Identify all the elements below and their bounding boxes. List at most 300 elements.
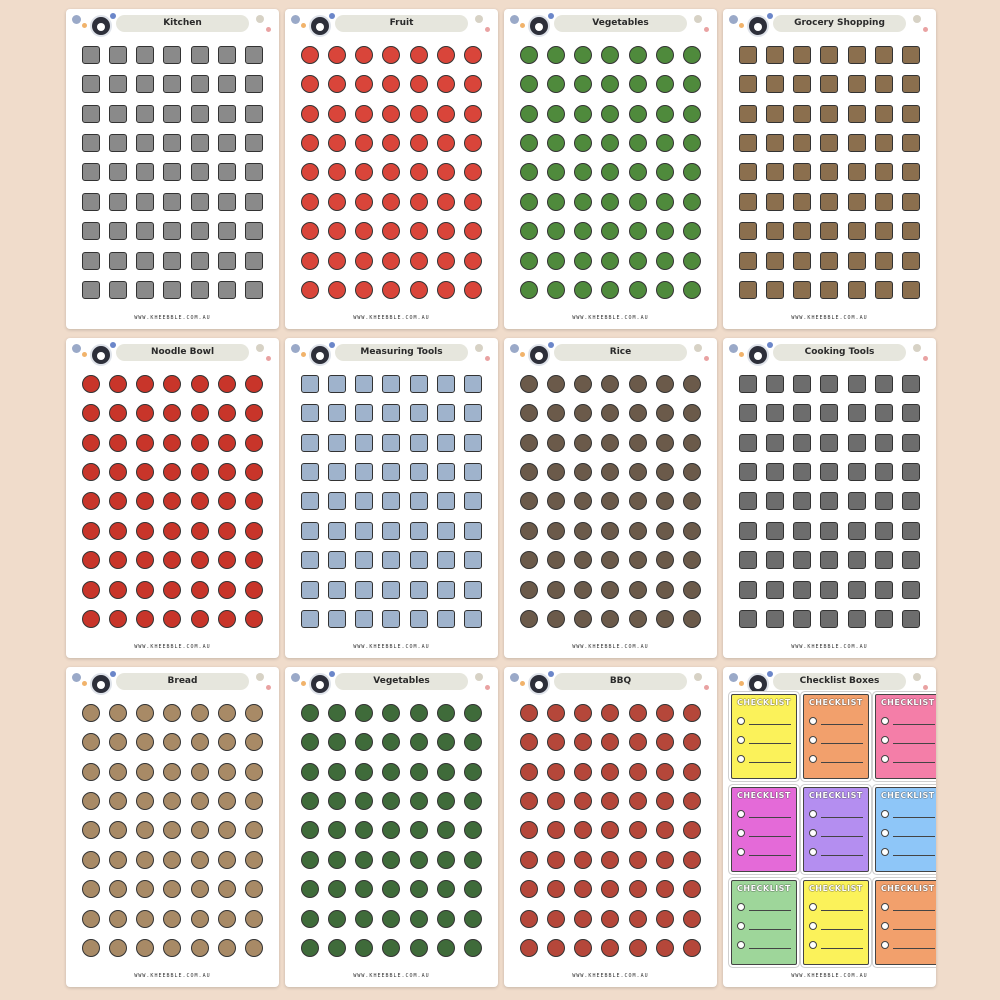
- noodle-bowl-icon: [136, 404, 154, 422]
- vegetable-pile-icon: [410, 733, 428, 751]
- fruit-icon: [382, 105, 400, 123]
- decoration-dot: [694, 344, 702, 352]
- vegetable-icon: [574, 163, 592, 181]
- vegetable-pile-icon: [437, 910, 455, 928]
- measuring-tool-icon: [301, 463, 319, 481]
- cooking-tool-icon: [820, 551, 838, 569]
- bbq-icon: [629, 851, 647, 869]
- decoration-dot: [520, 352, 525, 357]
- brand-logo: [528, 673, 550, 695]
- bbq-icon: [547, 763, 565, 781]
- measuring-tool-icon: [382, 375, 400, 393]
- rice-icon: [656, 375, 674, 393]
- brand-logo: [309, 344, 331, 366]
- noodle-bowl-icon: [136, 375, 154, 393]
- grocery-bag-icon: [793, 193, 811, 211]
- vegetable-icon: [683, 281, 701, 299]
- decoration-dot: [923, 356, 928, 361]
- fruit-icon: [382, 46, 400, 64]
- fruit-icon: [355, 222, 373, 240]
- grocery-bag-icon: [848, 134, 866, 152]
- brand-logo: [747, 15, 769, 37]
- bread-icon: [136, 733, 154, 751]
- measuring-tool-icon: [382, 492, 400, 510]
- measuring-tool-icon: [328, 522, 346, 540]
- bread-icon: [218, 704, 236, 722]
- bbq-icon: [520, 763, 538, 781]
- bread-icon: [109, 733, 127, 751]
- rice-icon: [629, 581, 647, 599]
- bread-icon: [109, 880, 127, 898]
- appliance-icon: [82, 75, 100, 93]
- checklist-box: [803, 694, 869, 779]
- vegetable-pile-icon: [382, 851, 400, 869]
- appliance-icon: [163, 46, 181, 64]
- vegetable-icon: [601, 222, 619, 240]
- checklist-box: [875, 694, 936, 779]
- cooking-tool-icon: [848, 581, 866, 599]
- vegetable-icon: [520, 46, 538, 64]
- bread-icon: [191, 763, 209, 781]
- brand-logo: [528, 15, 550, 37]
- measuring-tool-icon: [355, 610, 373, 628]
- grocery-bag-icon: [875, 134, 893, 152]
- rice-icon: [601, 463, 619, 481]
- grocery-bag-icon: [902, 163, 920, 181]
- rice-icon: [656, 404, 674, 422]
- vegetable-icon: [656, 75, 674, 93]
- appliance-icon: [136, 105, 154, 123]
- noodle-bowl-icon: [109, 610, 127, 628]
- decoration-dot: [475, 15, 483, 23]
- vegetable-pile-icon: [437, 733, 455, 751]
- rice-icon: [574, 463, 592, 481]
- checkbox-circle-icon: [881, 922, 889, 930]
- appliance-icon: [191, 281, 209, 299]
- noodle-bowl-icon: [136, 581, 154, 599]
- appliance-icon: [82, 281, 100, 299]
- vegetable-pile-icon: [328, 792, 346, 810]
- fruit-icon: [301, 134, 319, 152]
- fruit-icon: [410, 105, 428, 123]
- noodle-bowl-icon: [191, 434, 209, 452]
- fruit-icon: [355, 134, 373, 152]
- checkbox-circle-icon: [737, 829, 745, 837]
- cooking-tool-icon: [902, 610, 920, 628]
- vegetable-icon: [629, 75, 647, 93]
- appliance-icon: [218, 134, 236, 152]
- decoration-dot: [291, 15, 300, 24]
- noodle-bowl-icon: [109, 581, 127, 599]
- grocery-bag-icon: [902, 281, 920, 299]
- bbq-icon: [656, 763, 674, 781]
- bbq-icon: [683, 880, 701, 898]
- decoration-dot: [548, 342, 554, 348]
- vegetable-icon: [601, 252, 619, 270]
- cooking-tool-icon: [820, 463, 838, 481]
- checkbox-circle-icon: [809, 922, 817, 930]
- bread-icon: [163, 704, 181, 722]
- cooking-tool-icon: [766, 492, 784, 510]
- bbq-icon: [520, 939, 538, 957]
- grocery-bag-icon: [875, 252, 893, 270]
- fruit-icon: [437, 75, 455, 93]
- vegetable-pile-icon: [328, 704, 346, 722]
- vegetable-pile-icon: [382, 733, 400, 751]
- vegetable-pile-icon: [355, 792, 373, 810]
- sheet-title: BBQ: [554, 673, 687, 690]
- sheet-footer-url: WWW.KHEEBBLE.COM.AU: [134, 644, 211, 650]
- cooking-tool-icon: [875, 434, 893, 452]
- fruit-icon: [382, 163, 400, 181]
- bbq-icon: [601, 704, 619, 722]
- vegetable-icon: [574, 281, 592, 299]
- checklist-box-grid: [731, 694, 935, 965]
- measuring-tool-icon: [301, 610, 319, 628]
- rice-icon: [683, 551, 701, 569]
- appliance-icon: [109, 134, 127, 152]
- grocery-bag-icon: [793, 105, 811, 123]
- fruit-icon: [437, 46, 455, 64]
- fruit-icon: [437, 222, 455, 240]
- fruit-icon: [355, 75, 373, 93]
- noodle-bowl-icon: [82, 375, 100, 393]
- measuring-tool-icon: [382, 581, 400, 599]
- decoration-dot: [266, 685, 271, 690]
- cooking-tool-icon: [820, 610, 838, 628]
- bbq-icon: [601, 733, 619, 751]
- vegetable-pile-icon: [382, 763, 400, 781]
- rice-icon: [574, 492, 592, 510]
- bread-icon: [191, 939, 209, 957]
- checkbox-circle-icon: [737, 922, 745, 930]
- rice-icon: [629, 434, 647, 452]
- decoration-dot: [729, 15, 738, 24]
- noodle-bowl-icon: [218, 581, 236, 599]
- cooking-tool-icon: [820, 522, 838, 540]
- vegetable-pile-icon: [301, 733, 319, 751]
- decoration-dot: [256, 673, 264, 681]
- decoration-dot: [510, 15, 519, 24]
- measuring-tool-icon: [437, 581, 455, 599]
- cooking-tool-icon: [902, 522, 920, 540]
- bread-icon: [82, 704, 100, 722]
- vegetable-pile-icon: [410, 910, 428, 928]
- grocery-bag-icon: [820, 134, 838, 152]
- write-line: [893, 743, 935, 744]
- vegetable-pile-icon: [437, 763, 455, 781]
- bbq-icon: [547, 733, 565, 751]
- checkbox-circle-icon: [809, 755, 817, 763]
- noodle-bowl-icon: [136, 522, 154, 540]
- appliance-icon: [191, 163, 209, 181]
- rice-icon: [629, 375, 647, 393]
- grocery-bag-icon: [902, 252, 920, 270]
- bbq-icon: [683, 821, 701, 839]
- checklist-box: [731, 880, 797, 965]
- bbq-icon: [656, 851, 674, 869]
- vegetable-pile-icon: [382, 910, 400, 928]
- bread-icon: [136, 792, 154, 810]
- appliance-icon: [218, 281, 236, 299]
- measuring-tool-icon: [382, 434, 400, 452]
- rice-icon: [683, 375, 701, 393]
- appliance-icon: [109, 193, 127, 211]
- measuring-tool-icon: [464, 463, 482, 481]
- fruit-icon: [355, 46, 373, 64]
- appliance-icon: [136, 46, 154, 64]
- grocery-bag-icon: [848, 75, 866, 93]
- noodle-bowl-icon: [136, 551, 154, 569]
- fruit-icon: [328, 134, 346, 152]
- decoration-dot: [739, 352, 744, 357]
- checklist-line: [737, 715, 791, 726]
- bread-icon: [218, 733, 236, 751]
- decoration-dot: [913, 15, 921, 23]
- rice-icon: [656, 581, 674, 599]
- measuring-tool-icon: [355, 492, 373, 510]
- bbq-icon: [683, 763, 701, 781]
- noodle-bowl-icon: [218, 492, 236, 510]
- vegetable-pile-icon: [410, 763, 428, 781]
- rice-icon: [601, 492, 619, 510]
- vegetable-icon: [656, 46, 674, 64]
- appliance-icon: [82, 222, 100, 240]
- vegetable-icon: [520, 105, 538, 123]
- rice-icon: [601, 522, 619, 540]
- sheet-footer-url: WWW.KHEEBBLE.COM.AU: [353, 315, 430, 321]
- vegetable-pile-icon: [437, 792, 455, 810]
- rice-icon: [656, 434, 674, 452]
- grocery-bag-icon: [848, 46, 866, 64]
- measuring-tool-icon: [464, 434, 482, 452]
- noodle-bowl-icon: [245, 551, 263, 569]
- fruit-icon: [355, 281, 373, 299]
- checkbox-circle-icon: [809, 717, 817, 725]
- vegetable-icon: [547, 163, 565, 181]
- cooking-tool-icon: [793, 434, 811, 452]
- cooking-tool-icon: [848, 492, 866, 510]
- appliance-icon: [245, 193, 263, 211]
- sheet-title: Fruit: [335, 15, 468, 32]
- sheet-title: Vegetables: [554, 15, 687, 32]
- fruit-icon: [410, 222, 428, 240]
- noodle-bowl-icon: [136, 463, 154, 481]
- measuring-tool-icon: [464, 492, 482, 510]
- checklist-line: [881, 901, 935, 912]
- checkbox-circle-icon: [809, 736, 817, 744]
- decoration-dot: [729, 344, 738, 353]
- decoration-dot: [767, 13, 773, 19]
- bbq-icon: [683, 910, 701, 928]
- vegetable-icon: [520, 163, 538, 181]
- appliance-icon: [109, 46, 127, 64]
- vegetable-icon: [574, 46, 592, 64]
- write-line: [893, 948, 935, 949]
- cooking-tool-icon: [793, 492, 811, 510]
- noodle-bowl-icon: [191, 581, 209, 599]
- noodle-bowl-icon: [218, 463, 236, 481]
- rice-icon: [547, 551, 565, 569]
- checklist-line: [737, 939, 791, 950]
- measuring-tool-icon: [410, 434, 428, 452]
- brand-logo: [90, 344, 112, 366]
- noodle-bowl-icon: [245, 610, 263, 628]
- bbq-icon: [574, 910, 592, 928]
- appliance-icon: [191, 193, 209, 211]
- measuring-tool-icon: [301, 375, 319, 393]
- fruit-icon: [464, 252, 482, 270]
- checklist-line: [809, 715, 863, 726]
- decoration-dot: [266, 27, 271, 32]
- cooking-tool-icon: [848, 610, 866, 628]
- bread-icon: [191, 704, 209, 722]
- measuring-tool-icon: [410, 551, 428, 569]
- rice-icon: [601, 375, 619, 393]
- appliance-icon: [163, 281, 181, 299]
- vegetable-icon: [629, 105, 647, 123]
- vegetable-pile-icon: [410, 851, 428, 869]
- vegetable-pile-icon: [464, 792, 482, 810]
- grocery-bag-icon: [793, 46, 811, 64]
- checklist-line: [809, 734, 863, 745]
- vegetable-icon: [656, 222, 674, 240]
- checkbox-circle-icon: [737, 755, 745, 763]
- decoration-dot: [301, 352, 306, 357]
- appliance-icon: [136, 75, 154, 93]
- noodle-bowl-icon: [218, 610, 236, 628]
- bread-icon: [245, 821, 263, 839]
- measuring-tool-icon: [328, 434, 346, 452]
- appliance-icon: [245, 75, 263, 93]
- fruit-icon: [328, 193, 346, 211]
- fruit-icon: [382, 222, 400, 240]
- bread-icon: [109, 821, 127, 839]
- decoration-dot: [256, 344, 264, 352]
- measuring-tool-icon: [382, 463, 400, 481]
- bread-icon: [245, 880, 263, 898]
- sticker-sheet: [66, 9, 279, 329]
- sheet-footer-url: WWW.KHEEBBLE.COM.AU: [572, 315, 649, 321]
- bread-icon: [163, 939, 181, 957]
- write-line: [821, 817, 863, 818]
- write-line: [893, 836, 935, 837]
- bbq-icon: [520, 792, 538, 810]
- fruit-icon: [410, 281, 428, 299]
- grocery-bag-icon: [739, 222, 757, 240]
- rice-icon: [683, 434, 701, 452]
- write-line: [821, 929, 863, 930]
- grocery-bag-icon: [766, 75, 784, 93]
- decoration-dot: [291, 344, 300, 353]
- decoration-dot: [266, 356, 271, 361]
- bbq-icon: [601, 821, 619, 839]
- bbq-icon: [547, 792, 565, 810]
- sticker-icon-grid: [515, 40, 706, 305]
- vegetable-pile-icon: [355, 939, 373, 957]
- bread-icon: [163, 880, 181, 898]
- measuring-tool-icon: [382, 610, 400, 628]
- measuring-tool-icon: [301, 492, 319, 510]
- vegetable-pile-icon: [437, 939, 455, 957]
- sheet-title: Grocery Shopping: [773, 15, 906, 32]
- rice-icon: [547, 581, 565, 599]
- checklist-line: [881, 715, 935, 726]
- grocery-bag-icon: [875, 46, 893, 64]
- cooking-tool-icon: [739, 492, 757, 510]
- vegetable-icon: [547, 252, 565, 270]
- measuring-tool-icon: [301, 434, 319, 452]
- vegetable-icon: [683, 46, 701, 64]
- bread-icon: [82, 851, 100, 869]
- checklist-line: [809, 753, 863, 764]
- checkbox-circle-icon: [737, 736, 745, 744]
- rice-icon: [683, 522, 701, 540]
- sheet-footer-url: WWW.KHEEBBLE.COM.AU: [134, 315, 211, 321]
- rice-icon: [574, 581, 592, 599]
- vegetable-pile-icon: [437, 851, 455, 869]
- vegetable-icon: [547, 46, 565, 64]
- bread-icon: [191, 851, 209, 869]
- appliance-icon: [218, 222, 236, 240]
- decoration-dot: [82, 23, 87, 28]
- bread-icon: [245, 851, 263, 869]
- rice-icon: [629, 522, 647, 540]
- bread-icon: [218, 792, 236, 810]
- bread-icon: [136, 704, 154, 722]
- bbq-icon: [656, 880, 674, 898]
- noodle-bowl-icon: [82, 404, 100, 422]
- measuring-tool-icon: [464, 581, 482, 599]
- bread-icon: [136, 910, 154, 928]
- appliance-icon: [109, 163, 127, 181]
- sticker-icon-grid: [515, 369, 706, 634]
- vegetable-pile-icon: [382, 939, 400, 957]
- bbq-icon: [574, 792, 592, 810]
- noodle-bowl-icon: [218, 551, 236, 569]
- noodle-bowl-icon: [109, 404, 127, 422]
- bbq-icon: [520, 733, 538, 751]
- checklist-line: [809, 920, 863, 931]
- decoration-dot: [82, 352, 87, 357]
- vegetable-pile-icon: [464, 910, 482, 928]
- vegetable-icon: [601, 105, 619, 123]
- rice-icon: [683, 404, 701, 422]
- measuring-tool-icon: [437, 522, 455, 540]
- bread-icon: [109, 939, 127, 957]
- grocery-bag-icon: [766, 193, 784, 211]
- vegetable-icon: [520, 134, 538, 152]
- grocery-bag-icon: [902, 193, 920, 211]
- decoration-dot: [694, 15, 702, 23]
- decoration-dot: [704, 356, 709, 361]
- grocery-bag-icon: [739, 46, 757, 64]
- cooking-tool-icon: [766, 404, 784, 422]
- decoration-dot: [291, 673, 300, 682]
- bread-icon: [191, 910, 209, 928]
- vegetable-icon: [520, 193, 538, 211]
- bbq-icon: [629, 763, 647, 781]
- noodle-bowl-icon: [82, 522, 100, 540]
- bbq-icon: [601, 939, 619, 957]
- appliance-icon: [163, 163, 181, 181]
- appliance-icon: [245, 281, 263, 299]
- cooking-tool-icon: [875, 463, 893, 481]
- grocery-bag-icon: [766, 134, 784, 152]
- noodle-bowl-icon: [245, 404, 263, 422]
- rice-icon: [656, 492, 674, 510]
- fruit-icon: [382, 75, 400, 93]
